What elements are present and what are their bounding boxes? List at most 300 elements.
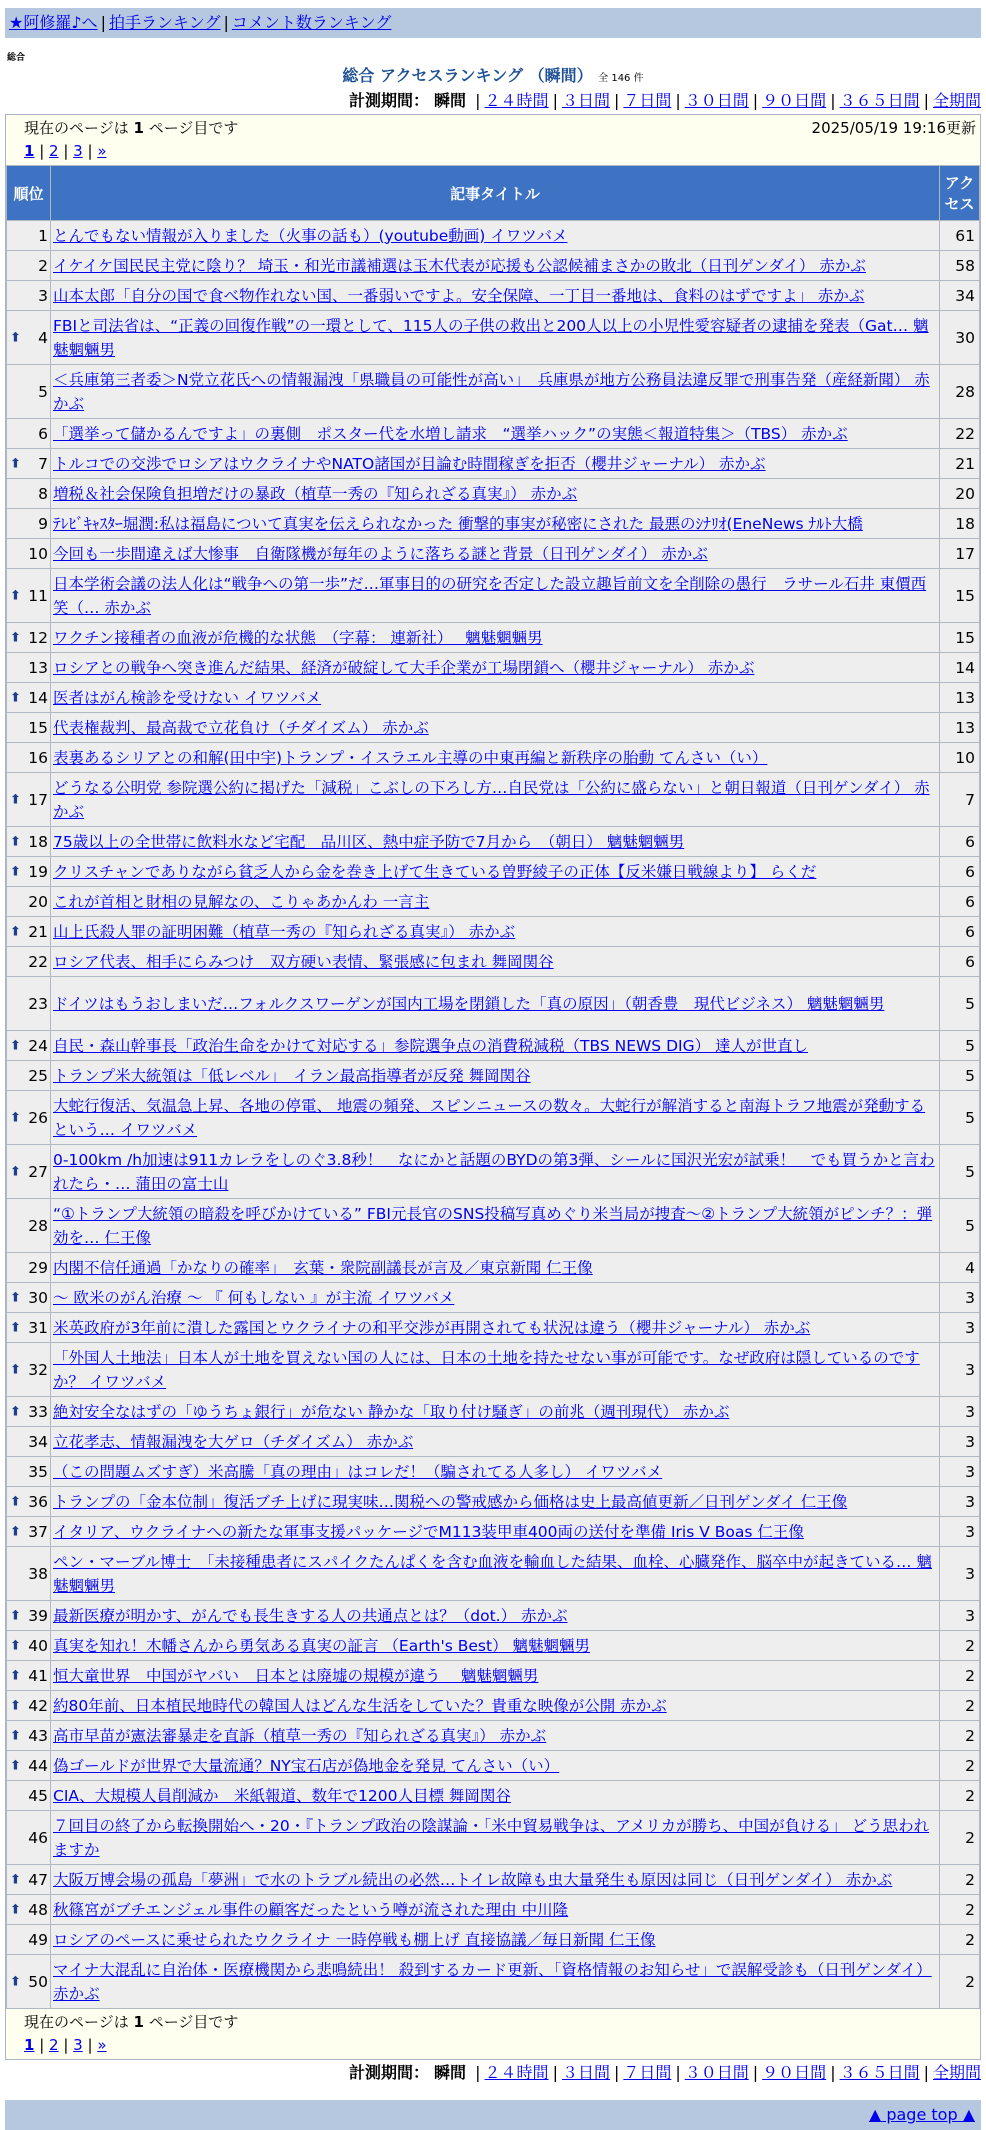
title-cell [51,1691,939,1720]
rank-up-arrow-icon: ⬆ [10,1038,21,1053]
period-separator: | [475,2063,481,2082]
period-option[interactable]: ７日間 [623,2063,672,2082]
period-option[interactable]: ３日間 [561,2063,610,2082]
article-title-link[interactable]: 自民・森山幹事長「政治生命をかけて対応する」参院選争点の消費税減税（TBS NEWS DIG） 達人が世直し [53,1036,809,1055]
table-row [7,1487,979,1516]
rank-up-arrow-icon: ⬆ [10,924,21,939]
rank-number: 12 [28,628,48,647]
table-row [7,713,979,742]
article-title-link[interactable]: 医者はがん検診を受けない イワツバメ [53,688,322,707]
title-cell [51,827,939,856]
rank-cell [7,509,50,538]
table-row [7,623,979,652]
rank-cell [7,977,50,1030]
article-title-link[interactable]: クリスチャンでありながら貧乏人から金を巻き上げて生きている曽野綾子の正体【反米嫌日戦線より】 らくだ [53,862,817,881]
rank-cell [7,1811,50,1864]
table-row [7,1925,979,1954]
table-row [7,1781,979,1810]
access-count: 7 [940,773,979,826]
article-title-link[interactable]: 今回も一歩間違えば大惨事 自衛隊機が毎年のように落ちる謎と背景（日刊ゲンダイ） 赤かぶ [53,544,708,563]
period-option[interactable]: ３０日間 [684,91,749,110]
rank-up-arrow-icon: ⬆ [10,1902,21,1917]
article-title-link[interactable]: 大蛇行復活、気温急上昇、各地の停電、 地震の頻発、スピンニュースの数々。大蛇行が解消すると南海トラフ地震が発動するという… イワツバメ [53,1096,926,1139]
rank-up-arrow-icon: ⬆ [10,1974,21,1989]
rank-cell [7,1751,50,1780]
title-cell [51,1031,939,1060]
access-count: 5 [940,1031,979,1060]
top-nav-bar [5,8,981,38]
title-cell [51,713,939,742]
page-top-link[interactable]: ▲ page top ▲ [868,2105,975,2124]
access-count: 2 [940,1925,979,1954]
article-title-link[interactable]: ロシア代表、相手にらみつけ 双方硬い表情、緊張感に包まれ 舞岡関谷 [53,952,554,971]
table-row [7,251,979,280]
rank-number: 2 [38,256,48,275]
period-option[interactable]: 全期間 [932,91,981,110]
rank-up-arrow-icon: ⬆ [10,330,21,345]
title-cell [51,365,939,418]
rank-number: 24 [28,1036,48,1055]
title-cell [51,479,939,508]
rank-up-arrow-icon: ⬆ [10,1164,21,1179]
period-separator: | [923,91,929,110]
rank-number: 34 [28,1432,48,1451]
access-count: 20 [940,479,979,508]
period-label: 計測期間： [348,2063,429,2082]
article-title-link[interactable]: 高市早苗が憲法審暴走を直訴（植草一秀の『知られざる真実』） 赤かぶ [53,1726,547,1745]
access-count: 3 [940,1487,979,1516]
title-cell [51,539,939,568]
article-title-link[interactable]: ロシアとの戦争へ突き進んだ結果、経済が破綻して大手企業が工場閉鎖へ（櫻井ジャーナル） 赤かぶ [53,658,755,677]
rank-cell [7,449,50,478]
access-count: 6 [940,827,979,856]
rank-up-arrow-icon: ⬆ [10,1404,21,1419]
rank-up-arrow-icon: ⬆ [10,1110,21,1125]
title-cell [51,1313,939,1342]
article-title-link[interactable]: ＜兵庫第三者委＞N党立花氏への情報漏洩「県職員の可能性が高い」 兵庫県が地方公務員法違反罪で刑事告発（産経新聞） 赤かぶ [53,370,930,413]
title-cell [51,1631,939,1660]
access-count: 14 [940,653,979,682]
article-title-link[interactable]: ロシアのペースに乗せられたウクライナ 一時停戦も棚上げ 直接協議／毎日新聞 仁王像 [53,1930,656,1949]
period-separator: | [830,2063,836,2082]
rank-cell [7,539,50,568]
rank-up-arrow-icon: ⬆ [10,792,21,807]
rank-cell [7,1397,50,1426]
ranking-rows [7,221,979,2008]
rank-number: 35 [28,1462,48,1481]
access-count: 13 [940,683,979,712]
article-title-link[interactable]: トルコでの交渉でロシアはウクライナやNATO諸国が目論む時間稼ぎを拒否（櫻井ジャーナル） 赤かぶ [53,454,766,473]
title-cell [51,1721,939,1750]
access-count: 5 [940,1091,979,1144]
rank-cell [7,683,50,712]
title-cell [51,1061,939,1090]
period-option[interactable]: ３日間 [561,91,610,110]
rank-cell [7,281,50,310]
table-row [7,311,979,364]
page-separator: | [58,142,74,160]
category-label: 総合 [7,53,26,63]
next-page-link[interactable]: » [97,142,107,160]
table-row [7,1091,979,1144]
access-count: 34 [940,281,979,310]
page-separator: | [58,2036,74,2054]
access-count: 3 [940,1397,979,1426]
access-count: 28 [940,365,979,418]
article-title-link[interactable]: 恒大童世界 中国がヤバい 日本とは廃墟の規模が違う 魑魅魍魎男 [53,1666,539,1685]
table-row [7,1283,979,1312]
rank-number: 40 [28,1636,48,1655]
access-count: 2 [940,1955,979,2008]
title-cell [51,977,939,1030]
title-cell [51,1895,939,1924]
article-title-link[interactable]: 約80年前、日本植民地時代の韓国人はどんな生活をしていた？貴重な映像が公開 赤かぶ [53,1696,667,1715]
period-option[interactable]: 全期間 [932,2063,981,2082]
article-title-link[interactable]: 表裏あるシリアとの和解(田中宇)トランプ・イスラエル主導の中東再編と新秩序の胎動 てんさい（い） [53,748,768,767]
title-cell [51,1397,939,1426]
rank-number: 22 [28,952,48,971]
article-count: 全 146 件 [598,73,644,84]
article-title-link[interactable]: （この問題ムズすぎ）米高騰「真の理由」はコレだ！（騙されてる人多し） イワツバメ [53,1462,663,1481]
article-title-link[interactable]: ～ 欧米のがん治療 ～ 『 何もしない 』が主流 イワツバメ [53,1288,455,1307]
rank-up-arrow-icon: ⬆ [10,1290,21,1305]
rank-number: 25 [28,1066,48,1085]
bottom-bar [5,2100,981,2130]
article-title-link[interactable]: マイナ大混乱に自治体・医療機関から悲鳴続出！ 殺到するカード更新、「資格情報のお知らせ」で誤解受診も（日刊ゲンダイ） 赤かぶ [53,1960,932,2003]
ranking-table [6,165,980,2009]
access-count: 2 [940,1721,979,1750]
rank-cell [7,1955,50,2008]
rank-cell [7,221,50,250]
period-options [471,2063,981,2082]
rank-number: 36 [28,1492,48,1511]
table-row [7,773,979,826]
table-row [7,365,979,418]
page-link[interactable]: 1 [24,2036,35,2054]
period-separator: | [675,91,681,110]
rank-up-arrow-icon: ⬆ [10,864,21,879]
table-row [7,281,979,310]
rank-number: 9 [38,514,48,533]
article-title-link[interactable]: ドイツはもうおしまいだ…フォルクスワーゲンが国内工場を閉鎖した「真の原因」（朝香豊 現代ビジネス） 魑魅魍魎男 [53,994,885,1013]
rank-number: 10 [28,544,48,563]
table-row [7,1253,979,1282]
title-cell [51,683,939,712]
title-cell [51,917,939,946]
table-row [7,1865,979,1894]
rank-cell [7,1145,50,1198]
period-separator: | [830,91,836,110]
rank-cell [7,419,50,448]
article-title-link[interactable]: 絶対安全なはずの「ゆうちょ銀行」が危ない 静かな「取り付け騒ぎ」の前兆（週刊現代） 赤かぶ [53,1402,730,1421]
table-row [7,1631,979,1660]
rank-number: 33 [28,1402,48,1421]
access-count: 3 [940,1283,979,1312]
page-link[interactable]: 3 [73,2036,83,2054]
access-count: 15 [940,623,979,652]
rank-number: 15 [28,718,48,737]
article-title-link[interactable]: 「外国人土地法」日本人が土地を買えない国の人には、日本の土地を持たせない事が可能です。なぜ政府は隠しているのですか？ イワツバメ [53,1348,920,1391]
table-row [7,1895,979,1924]
article-title-link[interactable]: 米英政府が3年前に潰した露国とウクライナの和平交渉が再開されても状況は違う（櫻井ジャーナル） 赤かぶ [53,1318,811,1337]
next-page-link[interactable]: » [97,2036,107,2054]
title-cell [51,221,939,250]
clap-ranking-link[interactable]: 拍手ランキング [108,13,221,32]
article-title-link[interactable]: イケイケ国民民主党に陰り？ 埼玉・和光市議補選は玉木代表が応援も公認候補まさかの敗北（日刊ゲンダイ） 赤かぶ [53,256,866,275]
rank-number: 1 [38,226,48,245]
table-row [7,1751,979,1780]
article-title-link[interactable]: ワクチン接種者の血液が危機的な状態 （字幕： 連新社） 魑魅魍魎男 [53,628,543,647]
rank-number: 26 [28,1108,48,1127]
rank-number: 37 [28,1522,48,1541]
article-title-link[interactable]: 偽ゴールドが世界で大量流通？NY宝石店が偽地金を発見 てんさい（い） [53,1756,560,1775]
rank-number: 49 [28,1930,48,1949]
article-title-link[interactable]: FBIと司法省は、“正義の回復作戦”の一環として、115人の子供の救出と200人以上の小児性愛容疑者の逮捕を発表（Gat… 魑魅魍魎男 [53,316,929,359]
rank-cell [7,1781,50,1810]
rank-cell [7,773,50,826]
article-title-link[interactable]: ﾃﾚﾋﾞｷｬｽﾀｰ堀潤:私は福島について真実を伝えられなかった 衝撃的事実が秘密にされた 最悪のｼﾅﾘｵ(EneNews ﾅﾙﾄ大橋 [53,514,863,533]
page-separator: | [82,142,98,160]
title-cell [51,1601,939,1630]
title-cell [51,1865,939,1894]
rank-number: 44 [28,1756,48,1775]
period-separator: | [475,91,481,110]
rank-number: 47 [28,1870,48,1889]
table-row [7,539,979,568]
title-cell [51,1955,939,2008]
rank-cell [7,569,50,622]
title-cell [51,1253,939,1282]
rank-cell [7,713,50,742]
title-cell [51,857,939,886]
article-title-link[interactable]: トランプ米大統領は「低レベル」 イラン最高指導者が反発 舞岡関谷 [53,1066,531,1085]
access-count: 3 [940,1547,979,1600]
title-cell [51,1457,939,1486]
rank-cell [7,1865,50,1894]
title-cell [51,653,939,682]
rank-cell [7,743,50,772]
title-cell [51,311,939,364]
article-title-link[interactable]: 増税＆社会保険負担増だけの暴政（植草一秀の『知られざる真実』） 赤かぶ [53,484,578,503]
rank-cell [7,1199,50,1252]
title-cell [51,1199,939,1252]
access-count: 3 [940,1517,979,1546]
rank-number: 21 [28,922,48,941]
rank-number: 14 [28,688,48,707]
article-title-link[interactable]: 日本学術会議の法人化は“戦争への第一歩”だ…軍事目的の研究を否定した設立趣旨前文を全削除の愚行 ラサール石井 東價西笑（… 赤かぶ [53,574,927,617]
rank-up-arrow-icon: ⬆ [10,1728,21,1743]
title-cell [51,947,939,976]
table-row [7,857,979,886]
title-cell [51,773,939,826]
article-title-link[interactable]: 内閣不信任通過「かなりの確率」 玄葉・衆院副議長が言及／東京新聞 仁王像 [53,1258,593,1277]
ranking-heading [5,64,981,88]
rank-number: 4 [38,328,48,347]
rank-cell [7,1313,50,1342]
table-row [7,743,979,772]
rank-cell [7,1517,50,1546]
article-title-link[interactable]: とんでもない情報が入りました（火事の話も）(youtube動画) イワツバメ [53,226,568,245]
rank-cell [7,1427,50,1456]
rank-cell [7,653,50,682]
access-count: 3 [940,1601,979,1630]
page-links [24,2036,980,2054]
period-separator: | [552,91,558,110]
rank-number: 6 [38,424,48,443]
access-count: 21 [940,449,979,478]
rank-up-arrow-icon: ⬆ [10,834,21,849]
article-title-link[interactable]: 大阪万博会場の孤島「夢洲」で水のトラブル続出の必然…トイレ故障も虫大量発生も原因は同じ（日刊ゲンダイ） 赤かぶ [53,1870,893,1889]
article-title-link[interactable]: ペン・マーブル博士 「未接種患者にスパイクたんぱくを含む血液を輸血した結果、血栓、心臓発作、脳卒中が起きている… 魑魅魍魎男 [53,1552,932,1595]
access-count: 2 [940,1661,979,1690]
article-title-link[interactable]: これが首相と財相の見解なの、こりゃあかんわ 一言主 [53,892,430,911]
rank-number: 29 [28,1258,48,1277]
table-row [7,1457,979,1486]
article-title-link[interactable]: 最新医療が明かす、がんでも長生きする人の共通点とは？（dot.） 赤かぶ [53,1606,568,1625]
rank-up-arrow-icon: ⬆ [10,690,21,705]
comment-ranking-link[interactable]: コメント数ランキング [231,13,392,32]
article-title-link[interactable]: 「選挙って儲かるんですよ」の裏側 ポスター代を水増し請求 “選挙ハック”の実態＜報道特集＞（TBS） 赤かぶ [53,424,848,443]
access-count: 2 [940,1781,979,1810]
access-count: 3 [940,1343,979,1396]
period-option[interactable]: ９０日間 [762,2063,827,2082]
title-cell [51,1547,939,1600]
rank-number: 41 [28,1666,48,1685]
article-title-link[interactable]: 山上氏殺人罪の証明困難（植草一秀の『知られざる真実』） 赤かぶ [53,922,516,941]
rank-up-arrow-icon: ⬆ [10,1668,21,1683]
rank-number: 23 [28,994,48,1013]
table-row [7,1721,979,1750]
article-title-link[interactable]: 代表権裁判、最高裁で立花負け（チダイズム） 赤かぶ [53,718,429,737]
access-count: 2 [940,1895,979,1924]
page-separator: | [34,142,50,160]
rank-number: 7 [38,454,48,473]
home-link[interactable]: ★阿修羅♪へ [9,13,98,32]
rank-up-arrow-icon: ⬆ [10,1320,21,1335]
rank-cell [7,857,50,886]
table-row [7,1955,979,2008]
page-link[interactable]: 1 [24,142,35,160]
rank-cell [7,827,50,856]
period-option[interactable]: ７日間 [623,91,672,110]
rank-up-arrow-icon: ⬆ [10,588,21,603]
article-title-link[interactable]: イタリア、ウクライナへの新たな軍事支援パッケージでM113装甲車400両の送付を準備 Iris V Boas 仁王像 [53,1522,804,1541]
title-cell [51,1925,939,1954]
access-count: 4 [940,1253,979,1282]
rank-cell [7,947,50,976]
table-row [7,1427,979,1456]
rank-number: 38 [28,1564,48,1583]
page-link[interactable]: 3 [73,142,83,160]
rank-number: 17 [28,790,48,809]
period-option[interactable]: ３０日間 [684,2063,749,2082]
rank-cell [7,1457,50,1486]
period-option[interactable]: ２４時間 [484,2063,549,2082]
article-title-link[interactable]: 75歳以上の全世帯に飲料水など宅配 品川区、熱中症予防で7月から （朝日） 魑魅魍魎男 [53,832,685,851]
table-row [7,1145,979,1198]
page-separator: | [34,2036,50,2054]
title-cell [51,449,939,478]
rank-number: 27 [28,1162,48,1181]
article-title-link[interactable]: トランプの「金本位制」復活ブチ上げに現実味…関税への警戒感から価格は史上最高値更新／日刊ゲンダイ 仁王像 [53,1492,848,1511]
table-row [7,479,979,508]
table-row [7,827,979,856]
table-row [7,1397,979,1426]
article-title-link[interactable]: どうなる公明党 参院選公約に掲げた「減税」こぶしの下ろし方…自民党は「公約に盛らない」と朝日報道（日刊ゲンダイ） 赤かぶ [53,778,930,821]
access-count: 6 [940,887,979,916]
page [5,8,981,2130]
page-link[interactable]: 2 [49,2036,59,2054]
access-count: 61 [940,221,979,250]
article-title-link[interactable]: 秋篠宮がブチエンジェル事件の顧客だったという噂が流された理由 中川隆 [53,1900,569,1919]
rank-cell [7,623,50,652]
access-count: 2 [940,1865,979,1894]
page-separator: | [82,2036,98,2054]
article-title-link[interactable]: ７回目の終了から転換開始へ・20・『トランプ政治の陰謀論・「米中貿易戦争は、アメリカが勝ち、中国が負ける」 どう思われますか [53,1816,930,1859]
article-title-link[interactable]: CIA、大規模人員削減か 米紙報道、数年で1200人目標 舞岡関谷 [53,1786,511,1805]
rank-cell [7,479,50,508]
title-cell [51,1427,939,1456]
rank-cell [7,365,50,418]
access-count: 13 [940,713,979,742]
access-count: 6 [940,947,979,976]
title-cell [51,623,939,652]
access-count: 5 [940,1061,979,1090]
rank-cell [7,1925,50,1954]
access-count: 2 [940,1811,979,1864]
title-cell [51,1781,939,1810]
table-row [7,1343,979,1396]
period-separator: | [752,2063,759,2082]
rank-number: 39 [28,1606,48,1625]
access-count: 5 [940,977,979,1030]
rank-up-arrow-icon: ⬆ [10,1698,21,1713]
rank-cell [7,1487,50,1516]
period-option[interactable]: ３６５日間 [839,2063,920,2082]
period-option[interactable]: ３６５日間 [839,91,920,110]
nav-separator: | [223,13,229,32]
article-title-link[interactable]: 立花孝志、情報漏洩を大ゲロ（チダイズム） 赤かぶ [53,1432,414,1451]
table-row [7,887,979,916]
access-count: 3 [940,1313,979,1342]
rank-cell [7,1283,50,1312]
page-link[interactable]: 2 [49,142,59,160]
rank-cell [7,311,50,364]
article-title-link[interactable]: 山本太郎「自分の国で食べ物作れない国、一番弱いですよ。安全保障、一丁目一番地は、食料のはずですよ」 赤かぶ [53,286,865,305]
title-cell [51,1343,939,1396]
period-separator: | [923,2063,929,2082]
table-row [7,1199,979,1252]
rank-number: 19 [28,862,48,881]
period-option[interactable]: ２４時間 [484,91,549,110]
rank-number: 13 [28,658,48,677]
table-row [7,683,979,712]
rank-up-arrow-icon: ⬆ [10,456,21,471]
rank-cell [7,887,50,916]
period-option[interactable]: ９０日間 [762,91,827,110]
article-title-link[interactable]: “①トランプ大統領の暗殺を呼びかけている” FBI元長官のSNS投稿写真めぐり米当局が捜査～②トランプ大統領がピンチ？：弾効を… 仁王像 [53,1204,933,1247]
period-separator: | [552,2063,558,2082]
page-status: 現在のページは 1 ページ目です [24,119,239,137]
rank-cell [7,1547,50,1600]
article-title-link[interactable]: 真実を知れ！木幡さんから勇気ある真実の証言 （Earth's Best） 魑魅魍魎男 [53,1636,591,1655]
rank-number: 5 [38,382,48,401]
updated-timestamp: 2025/05/19 19:16更新 [811,119,976,137]
article-title-link[interactable]: 0-100km /h加速は911カレラをしのぐ3.8秒！ なにかと話題のBYDの第3弾、シールに国沢光宏が試乗！ でも買うかと言われたら・… 蒲田の富士山 [53,1150,935,1193]
rank-number: 50 [28,1972,48,1991]
period-separator: | [613,2063,620,2082]
access-count: 17 [940,539,979,568]
